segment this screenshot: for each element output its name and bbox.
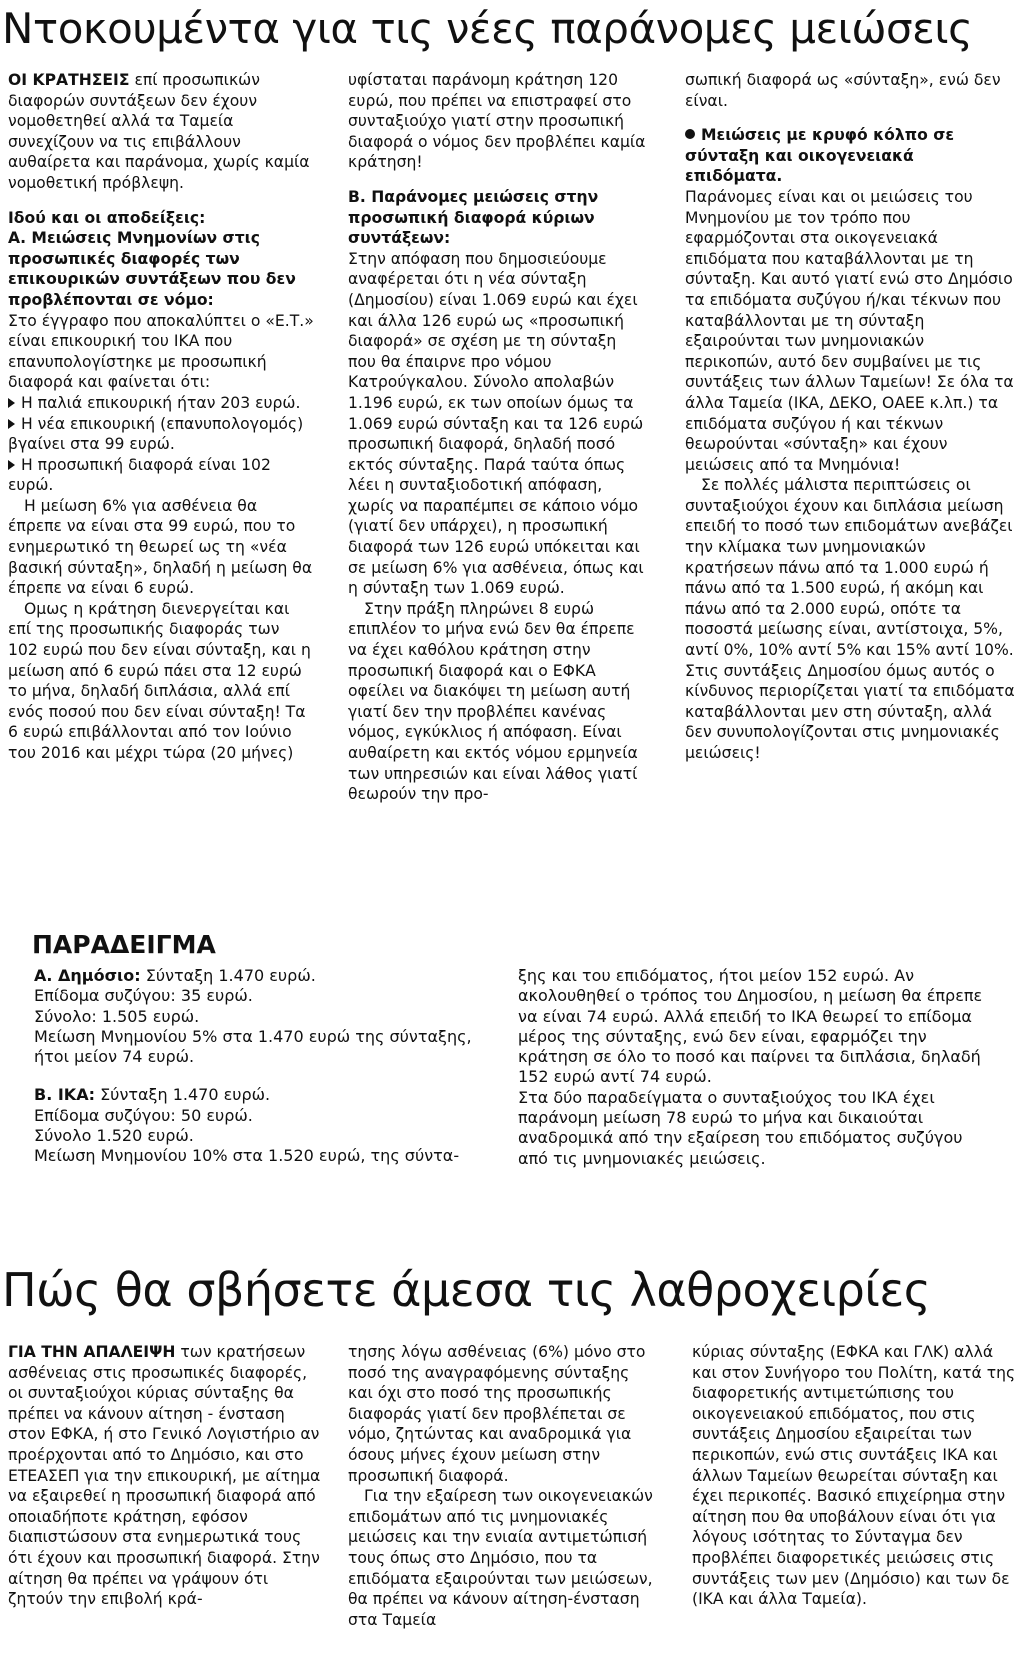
- article2-headline: Πώς θα σβήσετε άμεσα τις λαθροχειρίες: [2, 1263, 931, 1317]
- article2-column-3: [692, 1342, 1016, 1610]
- example-b-line: Μείωση Μνημονίου 10% στα 1.520 ευρώ, της σύντα-: [34, 1146, 460, 1166]
- example-left-box: [34, 966, 474, 1167]
- paragraph: Σε πολλές μάλιστα περιπτώσεις οι συνταξιούχοι έχουν και διπλάσια μείωση επειδή το ποσό των επιδομάτων ανεβάζει την κλίμακα των μνημονιακών κρατήσεων πάνω από τα 1.000 ευρώ ή πάνω από τα 1.500 ευρώ, ή ακόμη και πάνω από τα 2.000 ευρώ, οπότε τα ποσοστά μείωσης είναι, αντίστοιχα, 5%, αντί 0%, 10% αντί 5% και 15% αντί 10%. Στις συντάξεις Δημοσίου όμως αυτός ο κίνδυνος περιορίζεται γιατί τα επιδόματα καταβάλλονται μεν στη σύνταξη, αλλά δεν συνυπολογίζονται στις μνημονιακές μειώσεις!: [685, 476, 1015, 762]
- example-a-line: Σύνολο: 1.505 ευρώ.: [34, 1006, 200, 1026]
- list-item: Η προσωπική διαφορά είναι 102 ευρώ.: [8, 455, 271, 495]
- triangle-bullet-icon: [8, 460, 15, 470]
- section-a-intro: Στο έγγραφο που αποκαλύπτει ο «Ε.Τ.» είναι επικουρική του ΙΚΑ που επανυπολογίστηκε με προσωπική διαφορά και φαίνεται ότι:: [8, 311, 314, 392]
- paragraph: Η μείωση 6% για ασθένεια θα έπρεπε να είναι στα 99 ευρώ, που το ενημερωτικό τη θεωρεί ως τη «νέα βασική σύνταξη», δηλαδή η μείωση θα έπρεπε να είναι 6 ευρώ.: [8, 496, 313, 598]
- section-heading: Μειώσεις με κρυφό κόλπο σε σύνταξη και οικογενειακά επιδόματα.: [685, 126, 955, 186]
- article1-column-2: [348, 70, 648, 805]
- triangle-bullet-icon: [8, 419, 15, 429]
- lead-text: επί προσωπικών διαφορών συντάξεων δεν έχουν νομοθετηθεί αλλά τα Ταμεία συνεχίζουν να τις επιβάλλουν αυθαίρετα και παράνομα, χωρίς καμία νομοθετική πρόβλεψη.: [8, 71, 310, 192]
- list-item: Η παλιά επικουρική ήταν 203 ευρώ.: [8, 393, 314, 414]
- paragraph: Στα δύο παραδείγματα ο συνταξιούχος του ΙΚΑ έχει παράνομη μείωση 78 ευρώ το μήνα και δικαιούται αναδρομικά από την εξαίρεση του επιδόματος συζύγου από τις μνημονιακές μειώσεις.: [518, 1087, 963, 1168]
- paragraph: ξης και του επιδόματος, ήτοι μείον 152 ευρώ. Αν ακολουθηθεί ο τρόπος του Δημοσίου, η μείωση θα έπρεπε να είναι 74 ευρώ. Αλλά επειδή το ΙΚΑ θεωρεί το επίδομα μέρος της σύνταξης, ενώ δεν είναι, εφαρμόζει την κράτηση σε όλο το ποσό και παίρνει τα διπλάσια, δηλαδή 152 ευρώ αντί 74 ευρώ.: [518, 966, 983, 1087]
- lead-caps: ΟΙ ΚΡΑΤΗΣΕΙΣ: [8, 71, 130, 89]
- paragraph: σωπική διαφορά ως «σύνταξη», ενώ δεν είναι.: [685, 71, 1001, 110]
- paragraph: Στην απόφαση που δημοσιεύουμε αναφέρεται ότι η νέα σύνταξη (Δημοσίου) είναι 1.069 ευρώ και έχει και άλλα 126 ευρώ ως «προσωπική διαφορά» σε σχέση με τη σύνταξη που θα έπαιρνε προ νόμου Κατρούγκαλου. Σύνολο απολαβών 1.196 ευρώ, εκ των οποίων όμως τα 1.069 ευρώ σύνταξη και τα 126 ευρώ προσωπική διαφορά, δηλαδή ποσό εκτός σύνταξης. Παρά ταύτα όπως λέει η συνταξιοδοτική απόφαση, χωρίς να παραπέμπει σε κάποιο νόμο (γιατί δεν υπάρχει), η προσωπική διαφορά των 126 ευρώ υπόκειται και σε μείωση 6% για ασθένεια, όπως και η σύνταξη των 1.069 ευρώ.: [348, 249, 644, 598]
- article2-column-1: [8, 1342, 324, 1610]
- example-b-line: Β. ΙΚΑ: Σύνταξη 1.470 ευρώ.: [34, 1085, 271, 1105]
- paragraph: ΓΙΑ ΤΗΝ ΑΠΑΛΕΙΨΗ των κρατήσεων ασθένειας στις προσωπικές διαφορές, οι συνταξιούχοι κύριας σύνταξης θα πρέπει να κάνουν αίτηση - ένσταση στον ΕΦΚΑ, ή στο Γενικό Λογιστήριο αν προέρχονται από το Δημόσιο, και στο ΕΤΕΑΣΕΠ για την επικουρική, με αίτημα να εξαιρεθεί η προσωπική διαφορά από οποιαδήποτε κράτηση, εφόσον διαπιστώσουν στα ενημερωτικά τους ότι έχουν και προσωπική διαφορά. Στην αίτηση θα πρέπει να γράψουν ότι ζητούν την επιβολή κρά-: [8, 1343, 321, 1609]
- triangle-bullet-icon: [8, 398, 15, 408]
- section-a-heading: Α. Μειώσεις Μνημονίων στις προσωπικές διαφορές των επικουρικών συντάξεων που δεν προβλέπονται σε νόμο:: [8, 229, 296, 309]
- example-title: ΠΑΡΑΔΕΙΓΜΑ: [32, 930, 216, 959]
- bullet-dot-icon: [685, 129, 695, 139]
- paragraph: τησης λόγω ασθένειας (6%) μόνο στο ποσό της αναγραφόμενης σύνταξης και όχι στο ποσό της προσωπικής διαφοράς γιατί δεν προβλέπεται σε νόμο, ζητώντας και αναδρομικά για όσους μήνες έχουν μείωση στην προσωπική διαφορά.: [348, 1343, 646, 1485]
- paragraph: Για την εξαίρεση των οικογενειακών επιδομάτων από τις μνημονιακές μειώσεις και την ενιαία αντιμετώπισή τους όπως στο Δημόσιο, που τα επιδόματα εξαιρούνται των μειώσεων, θα πρέπει να κάνουν αίτηση-ένσταση στα Ταμεία: [348, 1487, 653, 1629]
- paragraph: Παράνομες είναι και οι μειώσεις του Μνημονίου με τον τρόπο που εφαρμόζονται στα οικογενειακά επιδόματα που καταβάλλονται με τη σύνταξη. Και αυτό γιατί ενώ στο Δημόσιο τα επιδόματα συζύγου ή/και τέκνων που καταβάλλονται με τη σύνταξη εξαιρούνται των μνημονιακών περικοπών, αυτό δεν συμβαίνει με τις συντάξεις των άλλων Ταμείων! Σε όλα τα άλλα Ταμεία (ΙΚΑ, ΔΕΚΟ, ΟΑΕΕ κ.λπ.) τα επιδόματα συζύγου ή και τέκνων θεωρούνται «σύνταξη» και έχουν μειώσεις από τα Μνημόνια!: [685, 187, 1014, 474]
- section-b-heading: Β. Παράνομες μειώσεις στην προσωπική διαφορά κύριων συντάξεων:: [348, 187, 599, 248]
- list-item: Η νέα επικουρική (επανυπολογομός) βγαίνει στα 99 ευρώ.: [8, 414, 304, 454]
- paragraph: Ομως η κράτηση διενεργείται και επί της προσωπικής διαφοράς των 102 ευρώ που δεν είναι σύνταξη, και η μείωση από 6 ευρώ πάει στα 12 ευρώ το μήνα, δηλαδή διπλάσια, αλλά επί ενός ποσού που δεν είναι σύνταξη! Τα 6 ευρώ επιβάλλονται από τον Ιούνιο του 2016 και μέχρι τώρα (20 μήνες): [8, 599, 311, 762]
- paragraph: Στην πράξη πληρώνει 8 ευρώ επιπλέον το μήνα ενώ δεν θα έπρεπε να έχει καθόλου κράτηση στην προσωπική διαφορά και ο ΕΦΚΑ οφείλει να διακόψει τη μείωση αυτή γιατί δεν την προβλέπει κανένας νόμος, εγκύκλιος ή απόφαση. Είναι αυθαίρετη και εκτός νόμου ερμηνεία των υπηρεσιών και είναι λάθος γιατί θεωρούν την προ-: [348, 599, 638, 804]
- paragraph: κύριας σύνταξης (ΕΦΚΑ και ΓΛΚ) αλλά και στον Συνήγορο του Πολίτη, κατά της διαφορετικής αντιμετώπισης του οικογενειακού επιδόματος, που στις συντάξεις Δημοσίου εξαιρείται των περικοπών, ενώ στις συντάξεις ΙΚΑ και άλλων Ταμείων θεωρείται σύνταξη και έχει περικοπές. Βασικό επιχείρημα στην αίτηση που θα υποβάλουν είναι ότι για λόγους ισότητας το Σύνταγμα δεν προβλέπει διαφορετικές μειώσεις στις συντάξεις των μεν (Δημόσιο) και των δε (ΙΚΑ και άλλα Ταμεία).: [692, 1343, 1016, 1609]
- article1-headline: Ντοκουμέντα για τις νέες παράνομες μειώσεις: [2, 4, 973, 53]
- example-a-line: Α. Δημόσιο: Σύνταξη 1.470 ευρώ.: [34, 966, 316, 985]
- article1-column-3: [685, 70, 1015, 764]
- article1-column-1: [8, 70, 314, 764]
- article1-lead-paragraph: [8, 70, 314, 194]
- example-a-line: Μείωση Μνημονίου 5% στα 1.470 ευρώ της σύνταξης, ήτοι μείον 74 ευρώ.: [34, 1026, 472, 1067]
- evidence-heading: Ιδού και οι αποδείξεις:: [8, 208, 206, 227]
- example-b-line: Σύνολο 1.520 ευρώ.: [34, 1126, 194, 1146]
- example-b-line: Επίδομα συζύγου: 50 ευρώ.: [34, 1105, 253, 1125]
- article2-column-2: [348, 1342, 656, 1630]
- example-right-box: [518, 966, 996, 1169]
- paragraph: υφίσταται παράνομη κράτηση 120 ευρώ, που πρέπει να επιστραφεί στο συνταξιούχο γιατί στην προσωπική διαφορά ο νόμος δεν προβλέπει καμία κράτηση!: [348, 71, 646, 172]
- example-a-line: Επίδομα συζύγου: 35 ευρώ.: [34, 986, 253, 1006]
